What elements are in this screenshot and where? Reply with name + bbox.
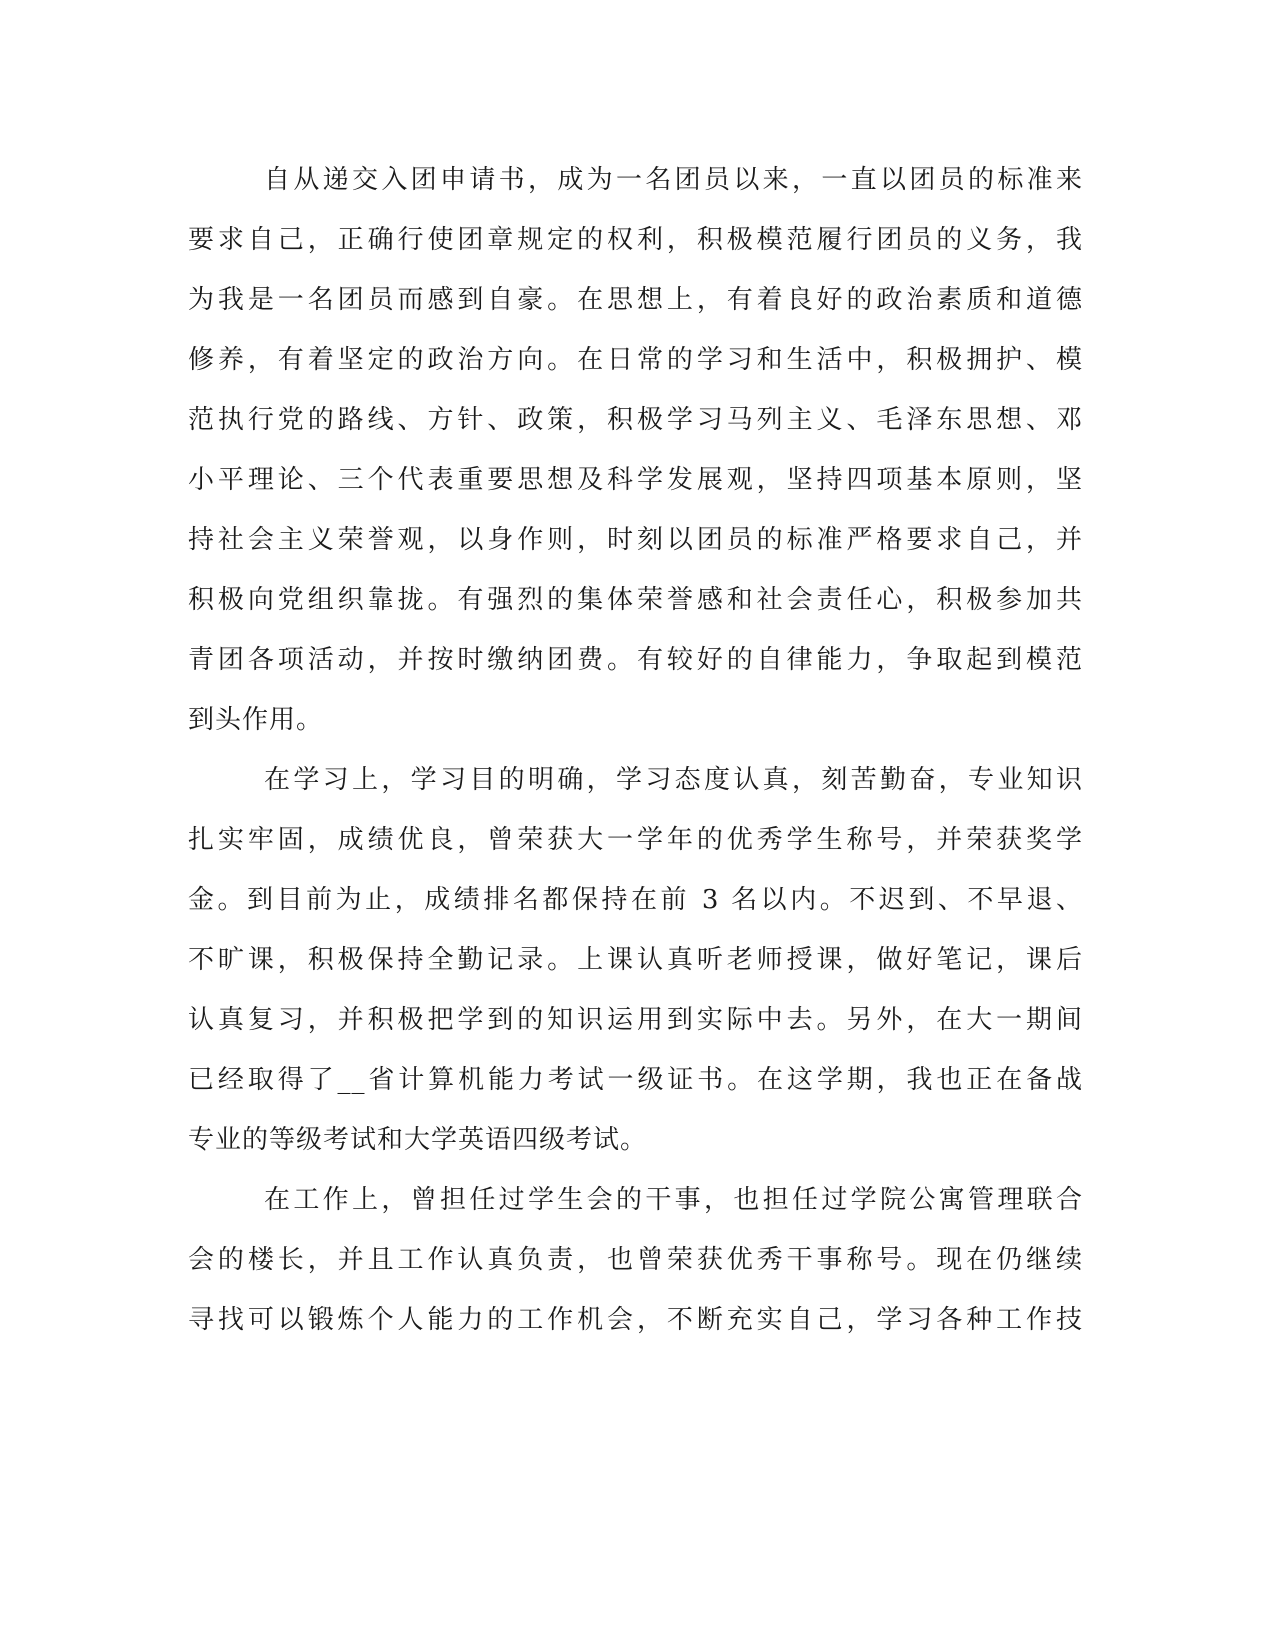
text-line: 已经取得了__省计算机能力考试一级证书。在这学期，我也正在备战 (188, 1065, 1083, 1095)
text-line: 专业的等级考试和大学英语四级考试。 (188, 1125, 648, 1155)
text-line: 青团各项活动，并按时缴纳团费。有较好的自律能力，争取起到模范 (188, 645, 1083, 675)
text-line: 扎实牢固，成绩优良，曾荣获大一学年的优秀学生称号，并荣获奖学 (188, 825, 1083, 855)
text-line: 持社会主义荣誉观，以身作则，时刻以团员的标准严格要求自己，并 (188, 525, 1083, 555)
document-body (188, 150, 1083, 1350)
text-line: 不旷课，积极保持全勤记录。上课认真听老师授课，做好笔记，课后 (188, 945, 1083, 975)
text-line: 认真复习，并积极把学到的知识运用到实际中去。另外，在大一期间 (188, 1005, 1083, 1035)
text-line: 范执行党的路线、方针、政策，积极学习马列主义、毛泽东思想、邓 (188, 405, 1083, 435)
text-line: 要求自己，正确行使团章规定的权利，积极模范履行团员的义务，我 (188, 225, 1083, 255)
text-line: 到头作用。 (188, 705, 324, 735)
paragraph-study (188, 750, 1083, 1170)
text-line: 修养，有着坚定的政治方向。在日常的学习和生活中，积极拥护、模 (188, 345, 1083, 375)
text-line: 金。到目前为止，成绩排名都保持在前 3 名以内。不迟到、不早退、 (188, 885, 1083, 915)
text-line: 在工作上，曾担任过学生会的干事，也担任过学院公寓管理联合 (264, 1185, 1083, 1215)
paragraph-ideology (188, 150, 1083, 750)
text-line: 寻找可以锻炼个人能力的工作机会，不断充实自己，学习各种工作技 (188, 1305, 1083, 1335)
text-line: 在学习上，学习目的明确，学习态度认真，刻苦勤奋，专业知识 (264, 765, 1083, 795)
text-line: 积极向党组织靠拢。有强烈的集体荣誉感和社会责任心，积极参加共 (188, 585, 1083, 615)
text-line: 为我是一名团员而感到自豪。在思想上，有着良好的政治素质和道德 (188, 285, 1083, 315)
paragraph-work (188, 1170, 1083, 1350)
text-line: 小平理论、三个代表重要思想及科学发展观，坚持四项基本原则，坚 (188, 465, 1083, 495)
text-line: 自从递交入团申请书，成为一名团员以来，一直以团员的标准来 (264, 165, 1083, 195)
text-line: 会的楼长，并且工作认真负责，也曾荣获优秀干事称号。现在仍继续 (188, 1245, 1083, 1275)
